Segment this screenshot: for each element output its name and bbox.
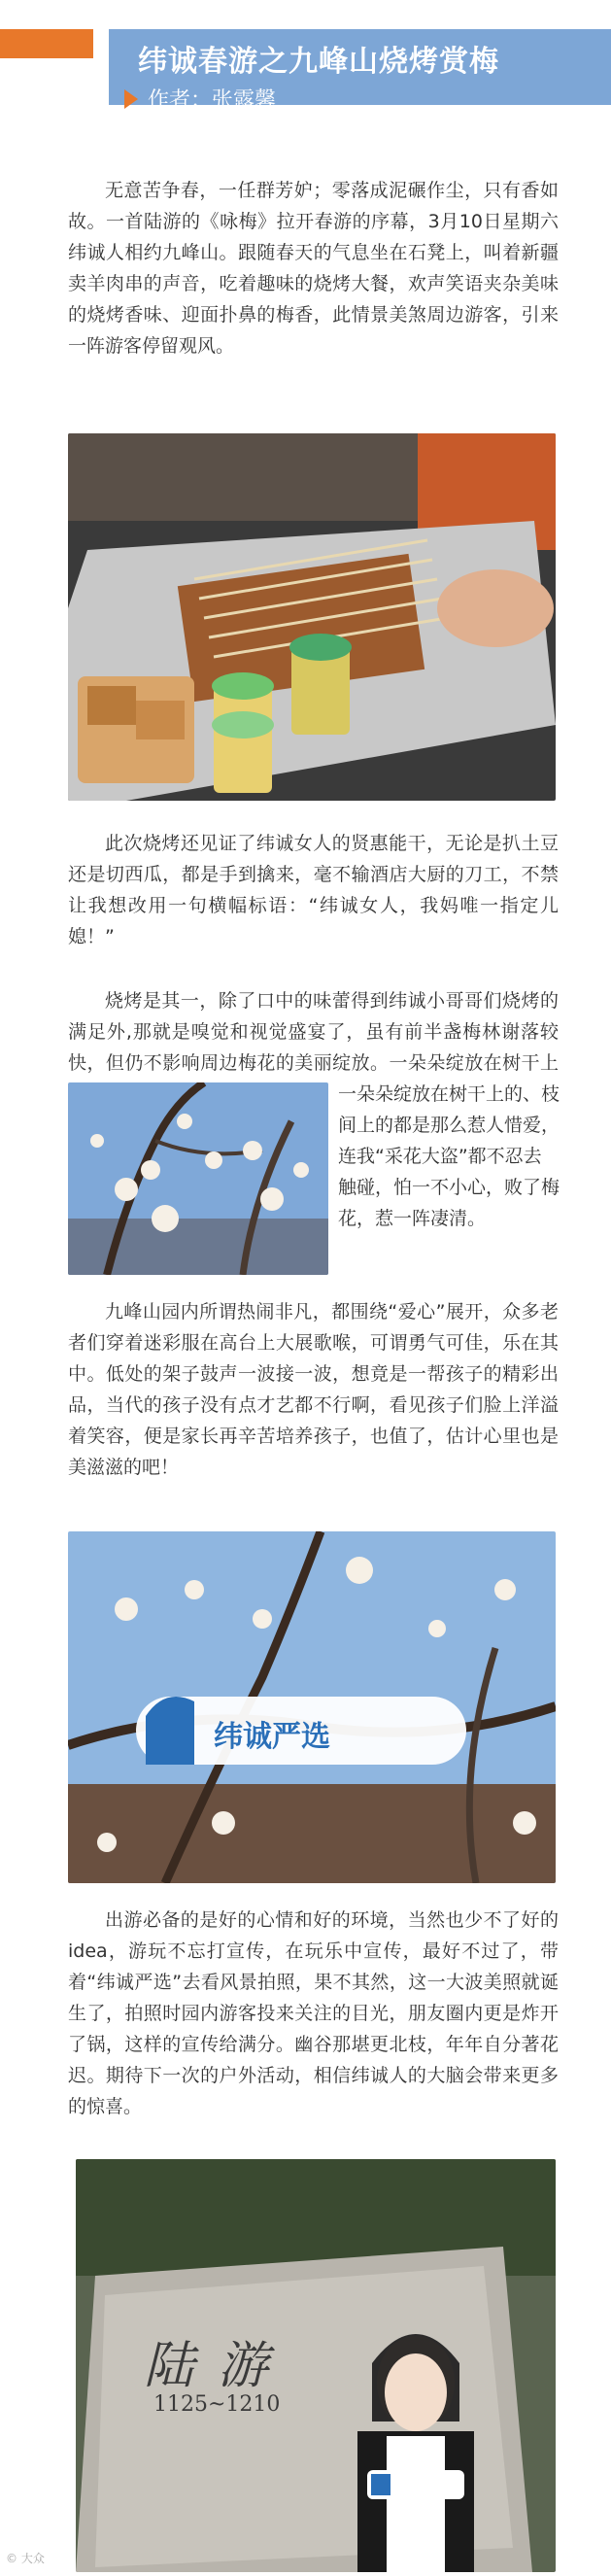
brand-sign-text: 纬诚严选 xyxy=(214,1720,330,1754)
author-row xyxy=(124,84,276,114)
stone-inscription: 陆游 xyxy=(144,2337,292,2395)
stone-portrait-photo xyxy=(76,2159,556,2572)
brand-sign-photo xyxy=(68,1531,556,1883)
paragraph-promo: 出游必备的是好的心情和好的环境，当然也少不了好的idea，游玩不忘打宣传，在玩乐中宣传，最好不过了，带着“纬诚严选”去看风景拍照，果不其然，这一大波美照就诞生了，拍照时园内游客投来关注的目光，朋友圈内更是炸开了锅，这样的宣传给满分。幽谷那堪更北枝，年年自分著花迟。期待下一次的户外活动，相信纬诚人的大脑会带来更多的惊喜。 xyxy=(68,1909,559,2117)
article-title: 纬诚春游之九峰山烧烤赏梅 xyxy=(138,45,499,79)
paragraph-women: 此次烧烤还见证了纬诚女人的贤惠能干，无论是扒土豆还是切西瓜，都是手到擒来，毫不输酒店大厨的刀工，不禁让我想改用一句横幅标语：“纬诚女人，我妈唯一指定儿媳！” xyxy=(68,833,559,947)
title-banner xyxy=(109,29,611,113)
watermark: © 大众 xyxy=(6,2552,45,2565)
paragraph-park: 九峰山园内所谓热闹非凡，都围绕“爱心”展开，众多老者们穿着迷彩服在高台上大展歌喉，可谓勇气可佳，乐在其中。低处的架子鼓声一波接一波，想竟是一帮孩子的精彩出品，当代的孩子没有点才艺都不行啊，看见孩子们脸上洋溢着笑容，便是家长再辛苦培养孩子，也值了，估计心里也是美滋滋的吧！ xyxy=(68,1301,559,1478)
paragraph-intro: 无意苦争春，一任群芳妒；零落成泥碾作尘，只有香如故。一首陆游的《咏梅》拉开春游的序幕，3月10日星期六纬诚人相约九峰山。跟随春天的气息坐在石凳上，叫着新疆卖羊肉串的声音，吃着趣味的烧烤大餐，欢声笑语夹杂美味的烧烤香味、迎面扑鼻的梅香，此情景美煞周边游客，引来一阵游客停留观风。 xyxy=(68,180,559,357)
stone-years: 1125~1210 xyxy=(153,2392,281,2417)
bbq-photo xyxy=(68,433,556,801)
author-name: 作者：张露馨 xyxy=(148,88,277,113)
article-header xyxy=(0,0,611,113)
plum-blossom-photo xyxy=(68,1082,328,1275)
play-triangle-icon xyxy=(124,89,138,109)
paragraph-senses: 烧烤是其一，除了口中的味蕾得到纬诚小哥哥们烧烤的满足外,那就是嗅觉和视觉盛宴了，虽有前半盏梅林谢落较快，但仍不影响周边梅花的美丽绽放。一朵朵绽放在树干上 xyxy=(68,990,559,1074)
accent-bar xyxy=(0,29,93,58)
paragraph-senses-wrap: 一朵朵绽放在树干上的、枝间上的都是那么惹人惜爱，连我“采花大盗”都不忍去触碰，怕一不小心，败了梅花，惹一阵凄清。 xyxy=(338,1083,560,1229)
